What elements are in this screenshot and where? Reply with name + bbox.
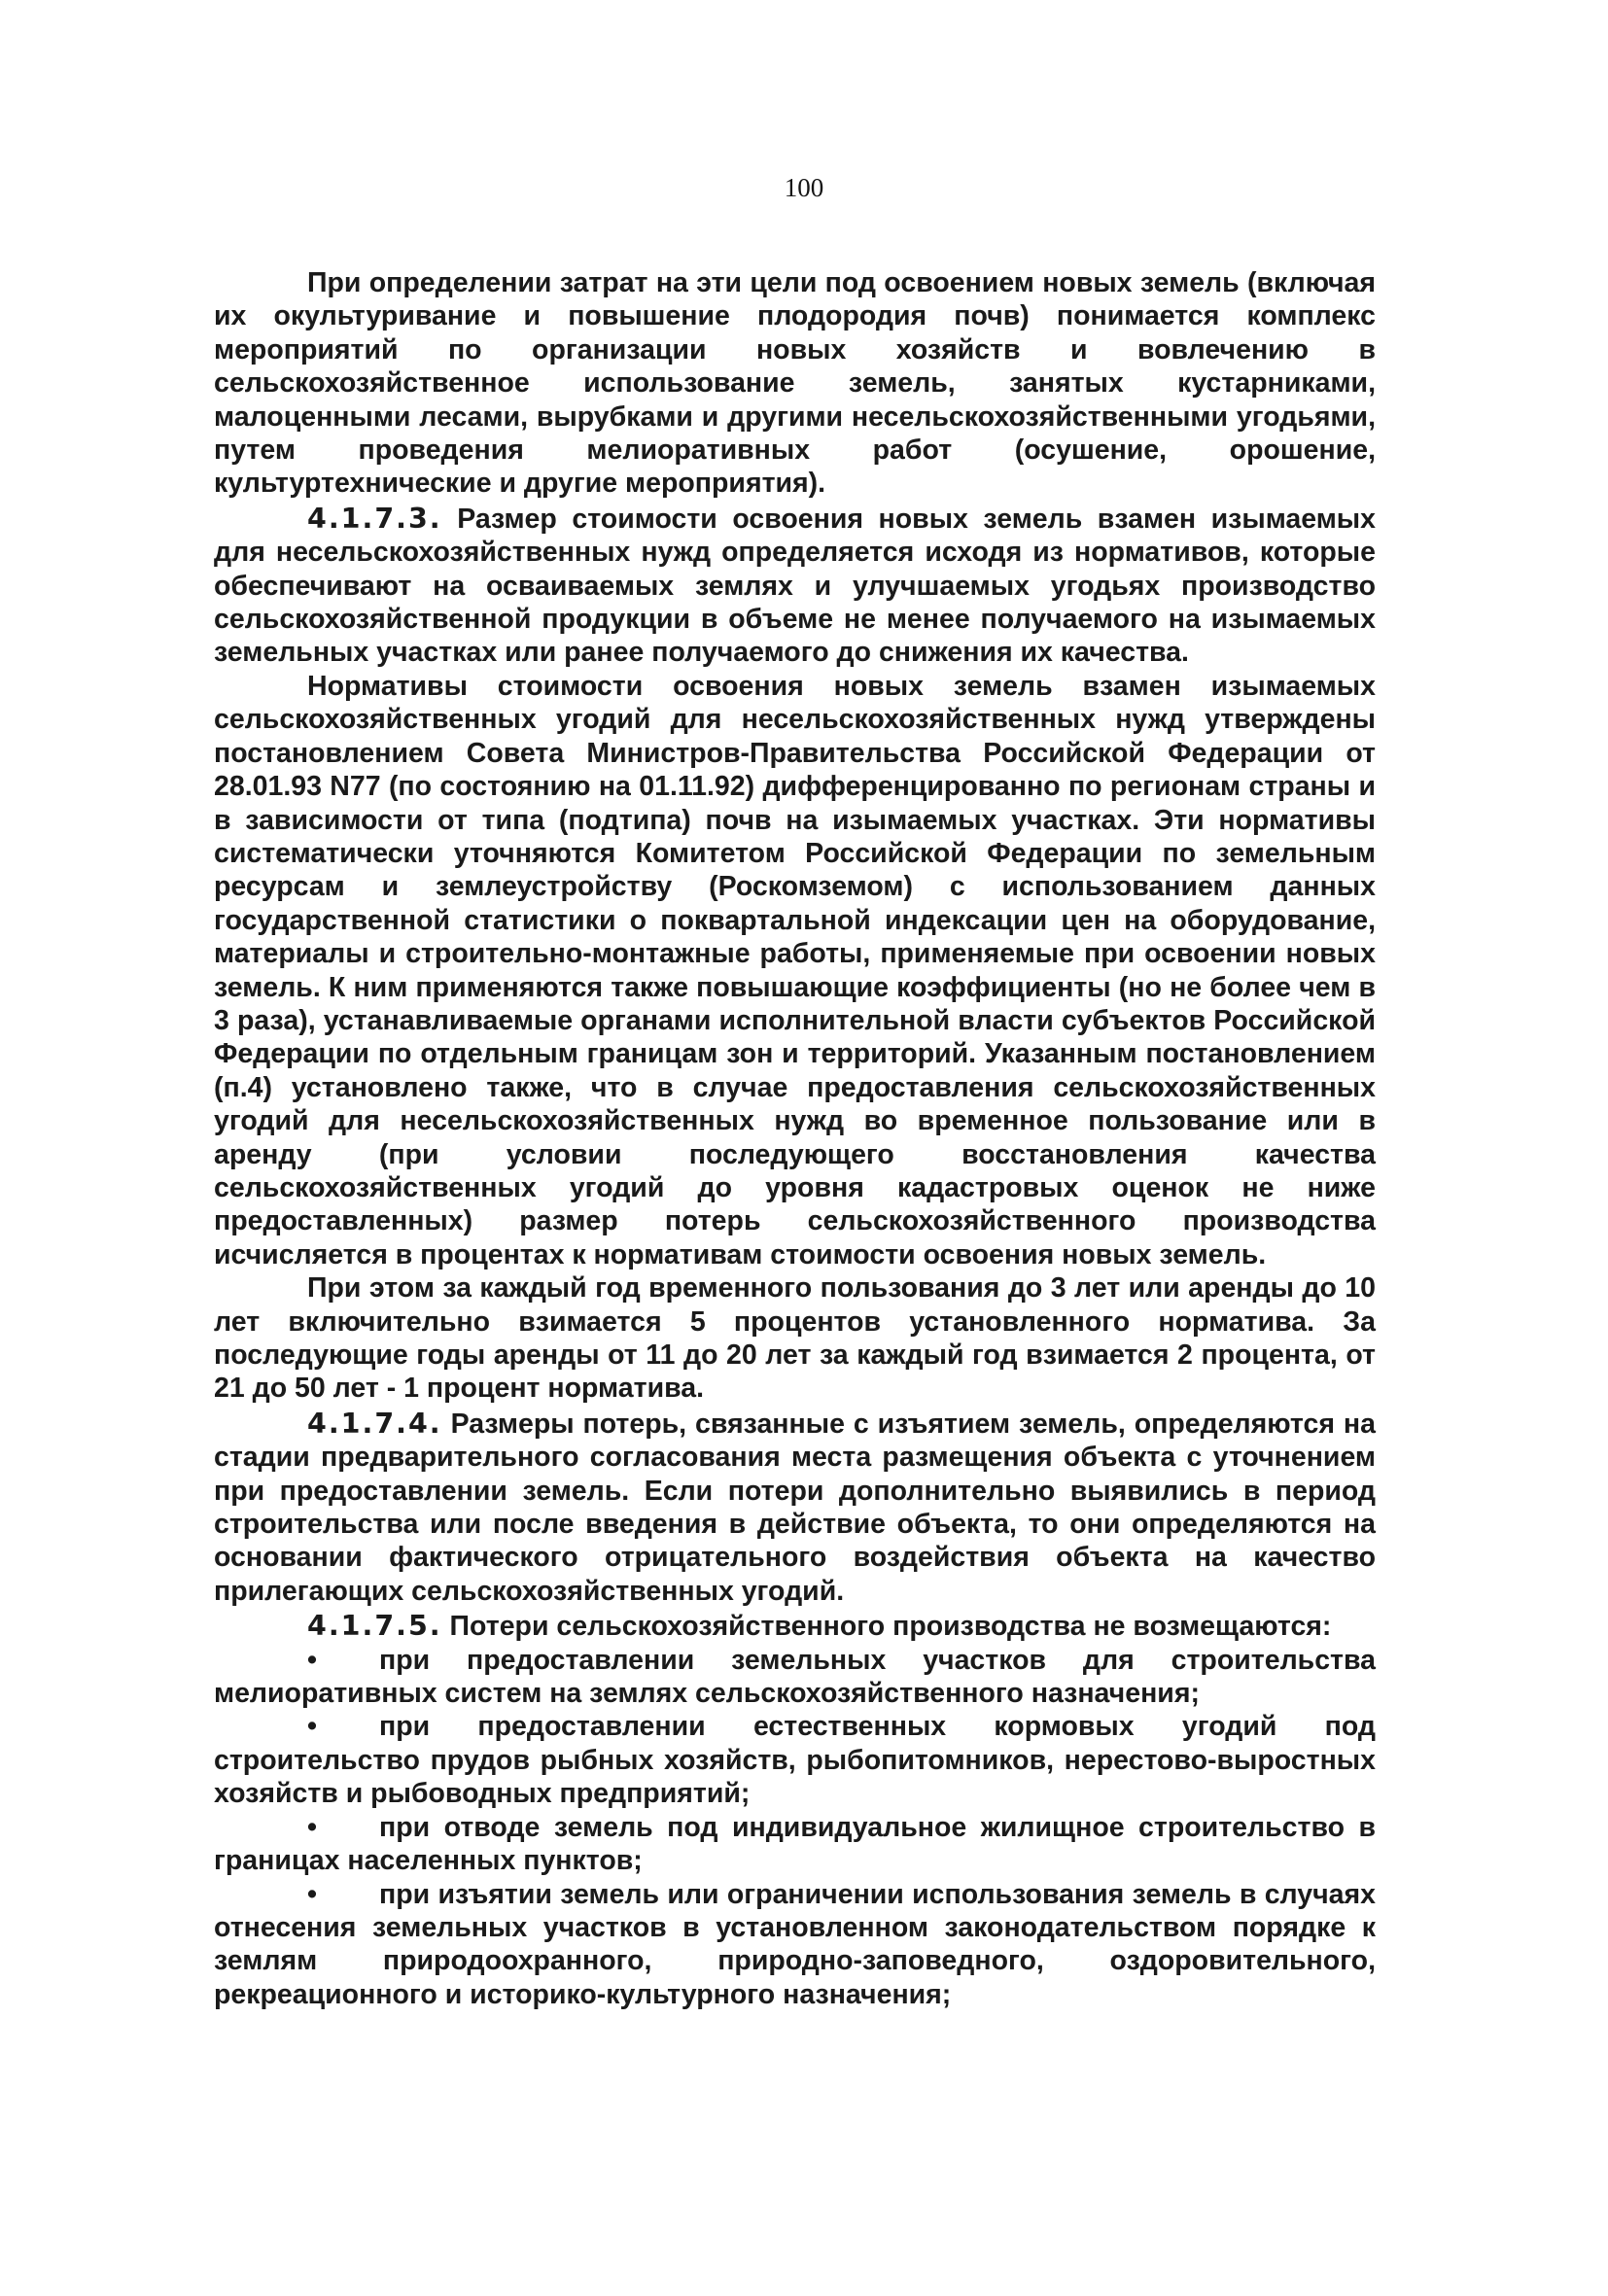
paragraph-intro: При определении затрат на эти цели под освоением новых земель (включая их окультуривание и повышение плодородия почв) понимается комплекс мероприятий по организации новых хозяйств и вовлечению в сельскохозяйственное использование земель, занятых кустарниками, малоценными лесами, вырубками и другими несельскохозяйственными угодьями, путем проведения мелиоративных работ (осушение, орошение, культуртехнические и другие мероприятия). xyxy=(214,267,1376,500)
section-text: Потери сельскохозяйственного производства не возмещаются: xyxy=(441,1611,1332,1643)
list-item xyxy=(214,1811,1376,1878)
list-item-text: при предоставлении естественных кормовых угодий под строительство прудов рыбных хозяйств, рыбопитомников, нерестово-выростных хозяйств и рыбоводных предприятий; xyxy=(214,1711,1376,1810)
list-item xyxy=(214,1710,1376,1810)
section-number: 4.1.7.5. xyxy=(307,1610,442,1643)
paragraph-section-4-1-7-5 xyxy=(214,1610,1376,1643)
bullet-icon: • xyxy=(307,1644,317,1676)
list-item xyxy=(214,1644,1376,1711)
section-text: Размер стоимости освоения новых земель взамен изымаемых для несельскохозяйственных нужд определяется исходя из нормативов, которые обеспечивают на осваиваемых землях и улучшаемых угодьях производство сельскохозяйственной продукции в объеме не менее получаемого на изымаемых земельных участках или ранее получаемого до снижения их качества. xyxy=(214,503,1376,669)
paragraph-section-4-1-7-3 xyxy=(214,503,1376,670)
bullet-icon: • xyxy=(307,1811,317,1843)
paragraph-section-4-1-7-4 xyxy=(214,1408,1376,1608)
paragraph-rent-percent: При этом за каждый год временного пользования до 3 лет или аренды до 10 лет включительно взимается 5 процентов установленного норматива. За последующие годы аренды от 11 до 20 лет за каждый год взимается 2 процента, от 21 до 50 лет - 1 процент норматива. xyxy=(214,1272,1376,1405)
section-number: 4.1.7.3. xyxy=(307,502,442,535)
paragraph-normatives: Нормативы стоимости освоения новых земель взамен изымаемых сельскохозяйственных угодий для несельскохозяйственных нужд утверждены постановлением Совета Министров-Правительства Российской Федерации от 28.01.93 N77 (по состоянию на 01.11.92) дифференцированно по регионам страны и в зависимости от типа (подтипа) почв на изымаемых участках. Эти нормативы систематически уточняются Комитетом Российской Федерации по земельным ресурсам и землеустройству (Роскомземом) с использованием данных государственной статистики о поквартальной индексации цен на оборудование, материалы и строительно-монтажные работы, применяемые при освоении новых земель. К ним применяются также повышающие коэффициенты (но не более чем в 3 раза), устанавливаемые органами исполнительной власти субъектов Российской Федерации по отдельным границам зон и территорий. Указанным постановлением (п.4) установлено также, что в случае предоставления сельскохозяйственных угодий для несельскохозяйственных нужд во временное пользование или в аренду (при условии последующего восстановления качества сельскохозяйственных угодий до уровня кадастровых оценок не ниже предоставленных) размер потерь сельскохозяйственного производства исчисляется в процентах к нормативам стоимости освоения новых земель. xyxy=(214,670,1376,1270)
list-item-text: при предоставлении земельных участков для строительства мелиоративных систем на землях сельскохозяйственного назначения; xyxy=(214,1644,1376,1710)
bullet-icon: • xyxy=(307,1711,317,1743)
document-body xyxy=(214,266,1376,2011)
list-item-text: при отводе земель под индивидуальное жилищное строительство в границах населенных пунктов; xyxy=(214,1811,1376,1877)
section-number: 4.1.7.4. xyxy=(307,1407,442,1440)
list-item-text: при изъятии земель или ограничении использования земель в случаях отнесения земельных участков в установленном законодательством порядке к землям природоохранного, природно-заповедного, оздоровительного, рекреационного и историко-культурного назначения; xyxy=(214,1878,1376,2010)
bullet-icon: • xyxy=(307,1878,317,1910)
list-item xyxy=(214,1878,1376,2012)
page-number: 100 xyxy=(784,173,824,202)
section-text: Размеры потерь, связанные с изъятием земель, определяются на стадии предварительного согласования места размещения объекта с уточнением при предоставлении земель. Если потери дополнительно выявились в период строительства или после введения в действие объекта, то они определяются на основании фактического отрицательного воздействия объекта на качество прилегающих сельскохозяйственных угодий. xyxy=(214,1408,1376,1607)
